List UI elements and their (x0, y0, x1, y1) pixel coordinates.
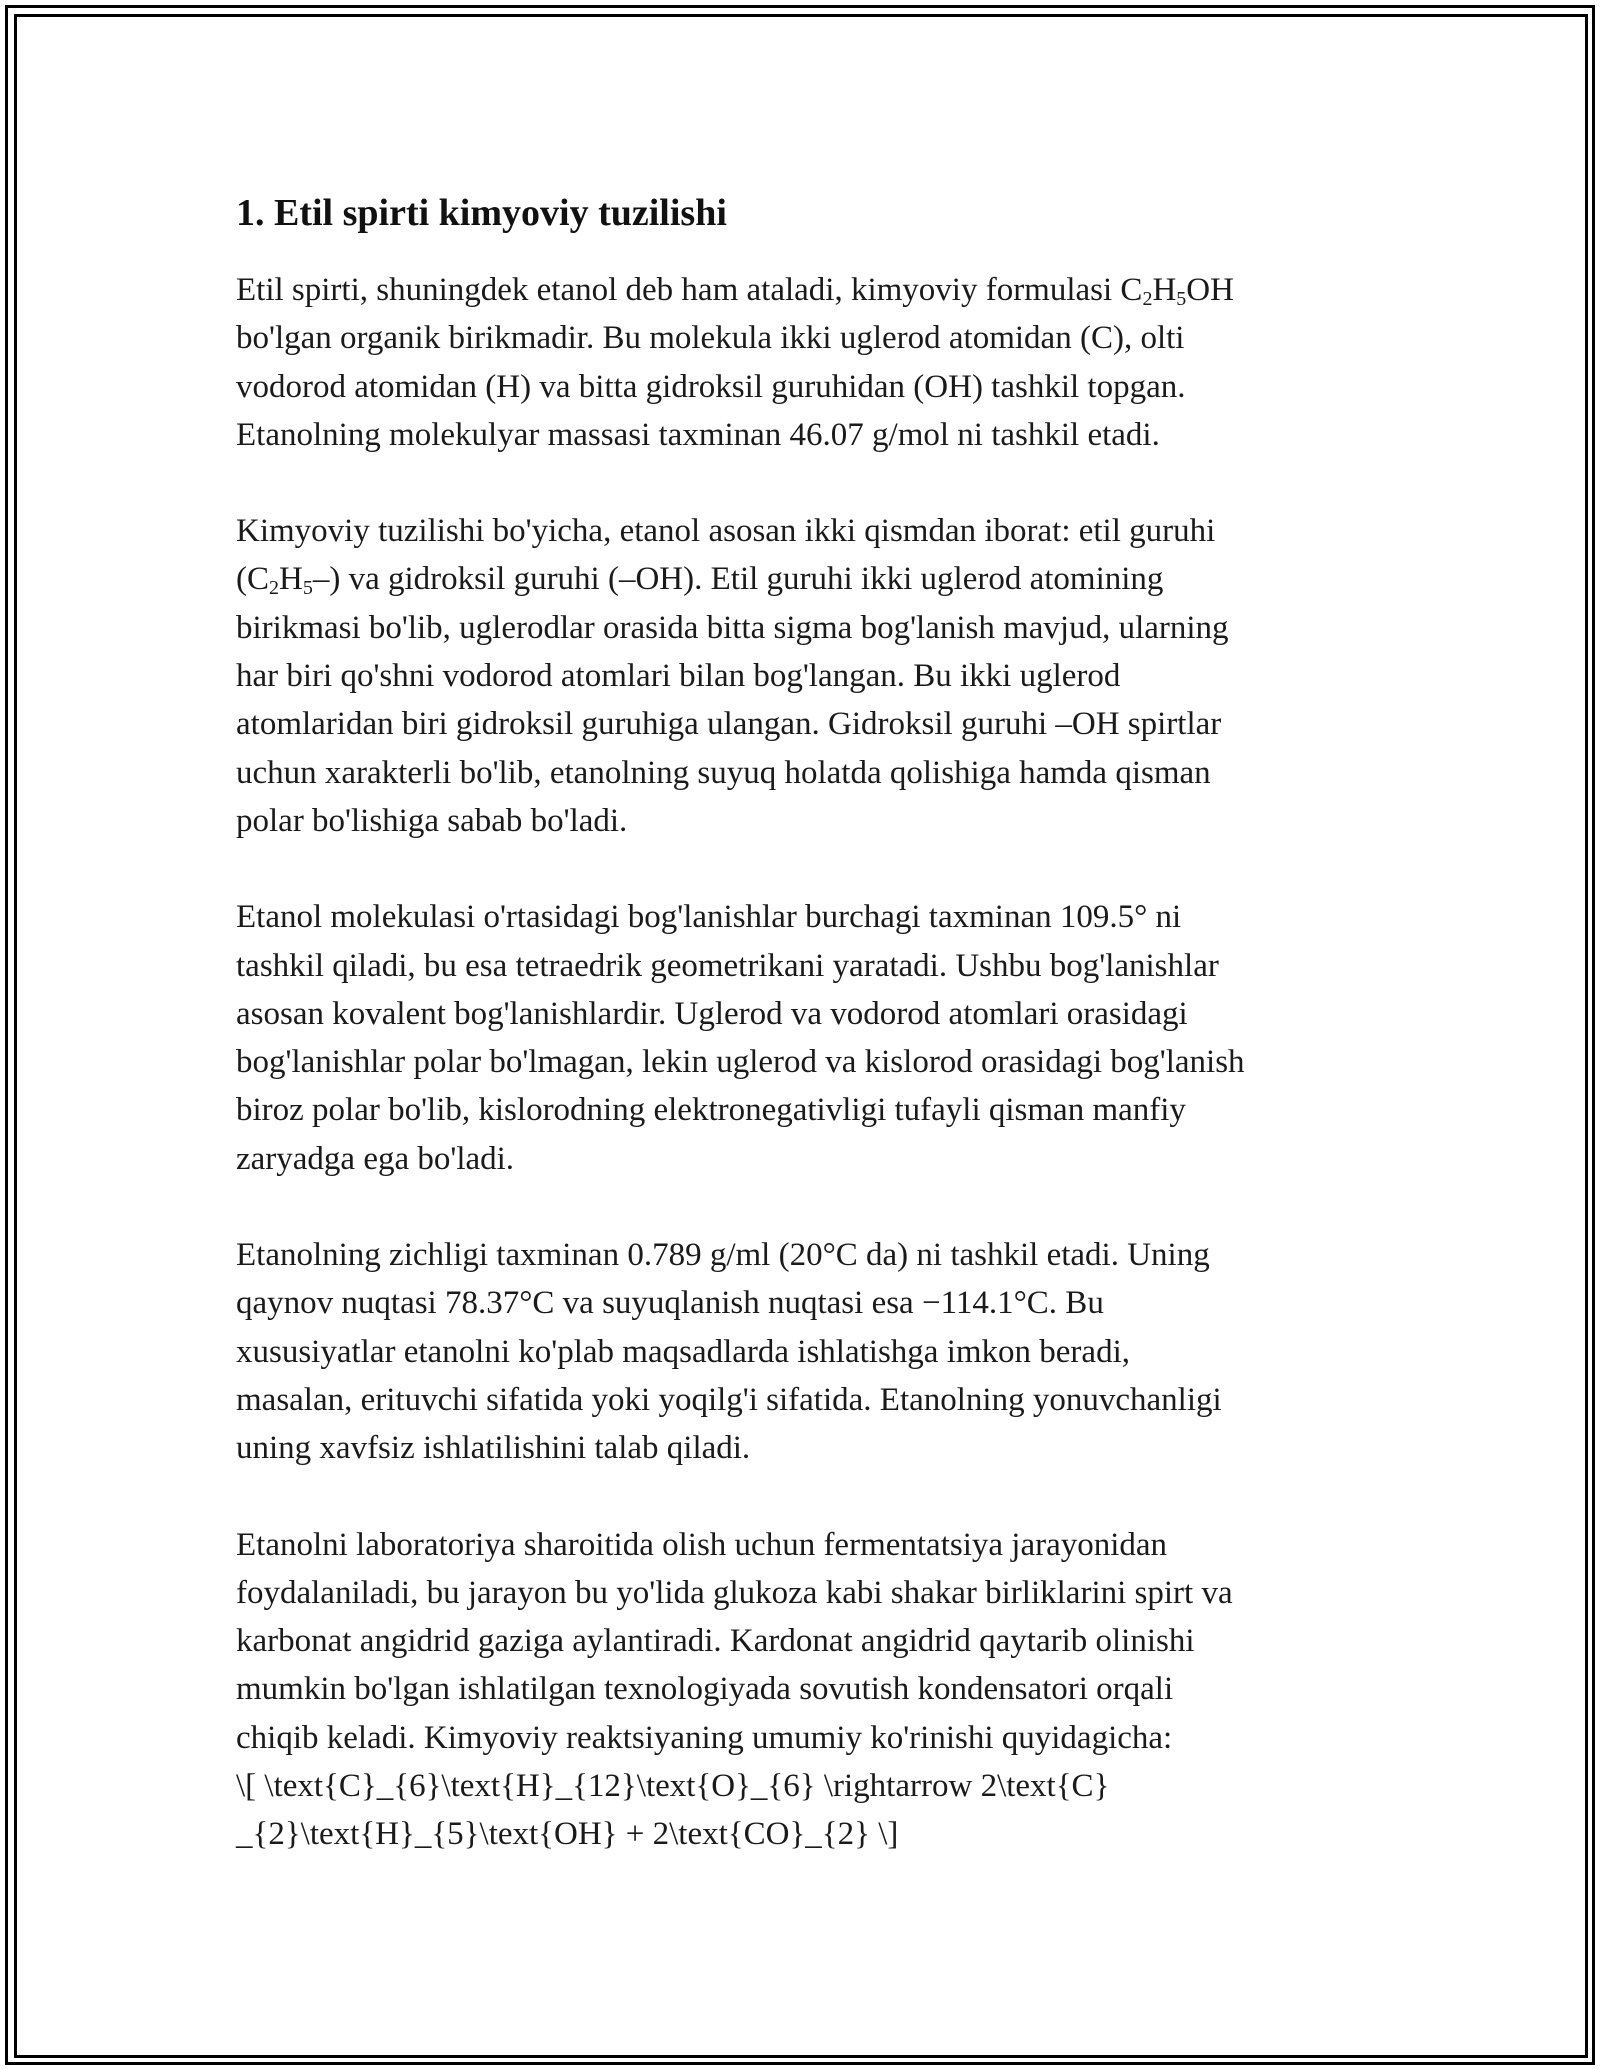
document-body (236, 182, 1366, 1859)
subscript-2: 2 (269, 577, 279, 600)
paragraph-structure-text-b: H (279, 561, 303, 598)
paragraph-fermentation: Etanolni laboratoriya sharoitida olish uchun fermentatsiya jarayonidan foydalaniladi, bu jarayon bu yo'lida glukoza kabi shakar birliklarini spirt va karbonat angidrid gaziga aylantiradi. Kardonat angidrid qaytarib olinishi mumkin bo'lgan ishlatilgan texnologiyada sovutish kondensatori orqali chiqib keladi. Kimyoviy reaktsiyaning umumiy ko'rinishi quyidagicha: \[ \text{C}_{6}\text{H}_{12}\text{O}_{6} \rightarrow 2\text{C} _{2}\text{H}_{5}\text{OH} + 2\text{CO}_{2} \] (236, 1526, 1233, 1853)
paragraph-structure (236, 507, 1366, 845)
paragraph-structure-text-a: Kimyoviy tuzilishi bo'yicha, etanol asosan ikki qismdan iborat: etil guruhi (C (236, 513, 1216, 598)
paragraph-structure-text-c: –) va gidroksil guruhi (–OH). Etil guruhi ikki uglerod atomining birikmasi bo'lib, uglerodlar orasida bitta sigma bog'lanish mavjud, ularning har biri qo'shni vodorod atomlari bilan bog'langan. Bu ikki uglerod atomlaridan biri gidroksil guruhiga ulangan. Gidroksil guruhi –OH spirtlar uchun xarakterli bo'lib, etanolning suyuq holatda qolishiga hamda qisman polar bo'lishiga sabab bo'ladi. (236, 561, 1229, 839)
paragraph-formula-text-c: OH bo'lgan organik birikmadir. Bu molekula ikki uglerod atomidan (C), olti vodorod atomidan (H) va bitta gidroksil guruhidan (OH) tashkil topgan. Etanolning molekulyar massasi taxminan 46.07 g/mol ni tashkil etadi. (236, 272, 1234, 453)
paragraph-properties: Etanolning zichligi taxminan 0.789 g/ml (20°C da) ni tashkil etadi. Uning qaynov nuqtasi 78.37°C va suyuqlanish nuqtasi esa −114.1°C. Bu xususiyatlar etanolni ko'plab maqsadlarda ishlatishga imkon beradi, masalan, erituvchi sifatida yoki yoqilg'i sifatida. Etanolning yonuvchanligi uning xavfsiz ishlatilishini talab qiladi. (236, 1237, 1222, 1467)
subscript-2: 2 (1142, 288, 1153, 310)
subscript-5: 5 (1176, 288, 1187, 310)
paragraph-formula (236, 266, 1366, 459)
section-heading: 1. Etil spirti kimyoviy tuzilishi (236, 192, 727, 234)
paragraph-formula-text-b: H (1152, 272, 1177, 308)
subscript-5: 5 (302, 577, 313, 600)
paragraph-formula-text-a: Etil spirti, shuningdek etanol deb ham ataladi, kimyoviy formulasi C (236, 272, 1143, 308)
paragraph-bond-angles: Etanol molekulasi o'rtasidagi bog'lanishlar burchagi taxminan 109.5° ni tashkil qiladi, bu esa tetraedrik geometrikani yaratadi. Ushbu bog'lanishlar asosan kovalent bog'lanishlardir. Uglerod va vodorod atomlari orasidagi bog'lanishlar polar bo'lmagan, lekin uglerod va kislorod orasidagi bog'lanish biroz polar bo'lib, kislorodning elektronegativligi tufayli qisman manfiy zaryadga ega bo'ladi. (236, 899, 1245, 1177)
